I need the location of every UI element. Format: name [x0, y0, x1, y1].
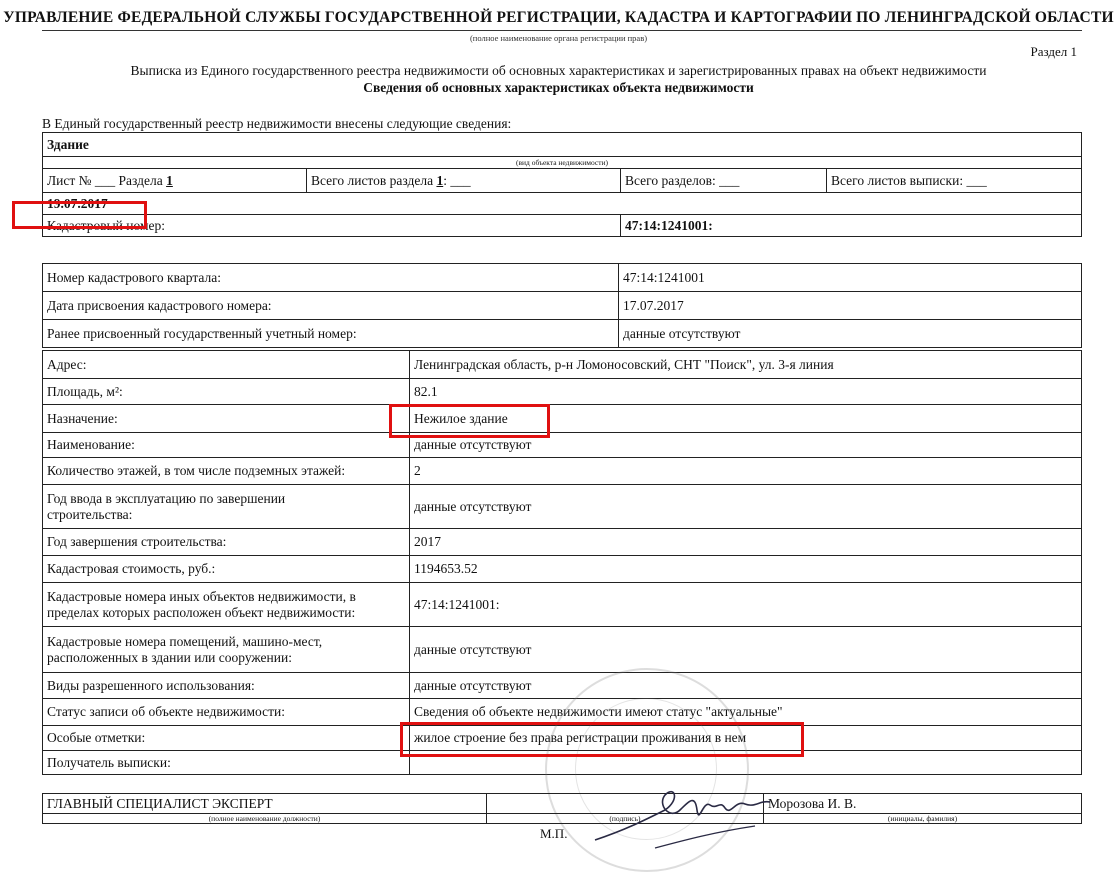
document-title: УПРАВЛЕНИЕ ФЕДЕРАЛЬНОЙ СЛУЖБЫ ГОСУДАРСТВЕННОЙ РЕГИСТРАЦИИ, КАДАСТРА И КАРТОГРАФИИ ПО ЛЕНИНГРАДСКОЙ ОБЛАСТИ — [3, 9, 1114, 26]
total-sections: Всего разделов: ___ — [621, 169, 827, 193]
total-extract-sheets: Всего листов выписки: ___ — [827, 169, 1082, 193]
cadastral-number-label: Кадастровый номер: — [43, 215, 621, 237]
area-label: Площадь, м²: — [43, 379, 410, 405]
object-type-caption: (вид объекта недвижимости) — [43, 157, 1082, 169]
built-year-value: 2017 — [410, 529, 1082, 556]
commission-year-label-line1: Год ввода в эксплуатацию по завершении — [47, 490, 286, 506]
highlight-date — [12, 201, 147, 229]
cadastral-cost-label: Кадастровая стоимость, руб.: — [43, 556, 410, 583]
org-caption: (полное наименование органа регистрации прав) — [469, 33, 648, 43]
name-caption: (инициалы, фамилия) — [764, 814, 1082, 824]
special-marks-value: жилое строение без права регистрации проживания в нем — [410, 726, 1082, 751]
special-marks-label: Особые отметки: — [43, 726, 410, 751]
purpose-label: Назначение: — [43, 405, 410, 433]
top-info-table — [42, 132, 1082, 237]
cadastral-number-value: 47:14:1241001: — [621, 215, 1082, 237]
commission-year-value: данные отсутствуют — [410, 485, 1082, 529]
other-objects-label-line1: Кадастровые номера иных объектов недвижимости, в — [47, 588, 356, 604]
handwritten-signature — [585, 770, 785, 851]
permitted-use-value: данные отсутствуют — [410, 673, 1082, 699]
intro-text: В Единый государственный реестр недвижимости внесены следующие сведения: — [42, 116, 512, 131]
extract-date: 19.07.2017 — [43, 193, 1082, 215]
quarter-number-value: 47:14:1241001 — [619, 264, 1082, 292]
address-label: Адрес: — [43, 351, 410, 379]
assign-date-label: Дата присвоения кадастрового номера: — [43, 292, 619, 320]
permitted-use-label: Виды разрешенного использования: — [43, 673, 410, 699]
premises-label-line2: расположенных в здании или сооружении: — [47, 649, 292, 665]
previous-number-label: Ранее присвоенный государственный учетный номер: — [43, 320, 619, 348]
assign-date-value: 17.07.2017 — [619, 292, 1082, 320]
seal-label: М.П. — [540, 826, 568, 841]
section-label: Раздел 1 — [1030, 44, 1077, 59]
signature-table — [42, 793, 1082, 824]
total-sheets-suffix: : ___ — [443, 172, 471, 188]
sheet-section-value: 1 — [166, 172, 173, 188]
sheet-number-cell — [43, 169, 307, 193]
other-objects-label-line2: пределах которых расположен объект недвижимости: — [47, 604, 356, 620]
title-rule — [42, 30, 1082, 31]
object-name-value: данные отсутствуют — [410, 433, 1082, 458]
position-caption: (полное наименование должности) — [43, 814, 487, 824]
signer-name: Морозова И. В. — [764, 794, 1082, 814]
commission-year-label-line2: строительства: — [47, 506, 133, 522]
premises-label — [43, 627, 410, 673]
object-name-label: Наименование: — [43, 433, 410, 458]
previous-number-value: данные отсутствуют — [619, 320, 1082, 348]
built-year-label: Год завершения строительства: — [43, 529, 410, 556]
area-value: 82.1 — [410, 379, 1082, 405]
premises-value: данные отсутствуют — [410, 627, 1082, 673]
position-title: ГЛАВНЫЙ СПЕЦИАЛИСТ ЭКСПЕРТ — [43, 794, 487, 814]
commission-year-label — [43, 485, 410, 529]
status-value: Сведения об объекте недвижимости имеют статус "актуальные" — [410, 699, 1082, 726]
document-subtitle-bold: Сведения об основных характеристиках объекта недвижимости — [363, 80, 754, 95]
recipient-label: Получатель выписки: — [43, 751, 410, 775]
document-subtitle: Выписка из Единого государственного реестра недвижимости об основных характеристиках и зарегистрированных правах на объект недвижимости — [130, 63, 987, 78]
floors-label: Количество этажей, в том числе подземных этажей: — [43, 458, 410, 485]
other-objects-value: 47:14:1241001: — [410, 583, 1082, 627]
object-type: Здание — [43, 133, 1082, 157]
quarter-table — [42, 263, 1082, 348]
signature-caption: (подпись) — [487, 814, 764, 824]
highlight-special-marks — [400, 722, 804, 757]
total-sheets-value: 1 — [436, 172, 444, 188]
highlight-purpose — [389, 404, 550, 438]
floors-value: 2 — [410, 458, 1082, 485]
purpose-value: Нежилое здание — [410, 405, 1082, 433]
other-objects-label — [43, 583, 410, 627]
total-sheets-label: Всего листов раздела — [311, 172, 434, 188]
premises-label-line1: Кадастровые номера помещений, машино-мест, — [47, 633, 323, 649]
sheet-label: Лист № ___ Раздела — [47, 172, 163, 188]
cadastral-cost-value: 1194653.52 — [410, 556, 1082, 583]
total-sheets-cell — [307, 169, 621, 193]
quarter-number-label: Номер кадастрового квартала: — [43, 264, 619, 292]
status-label: Статус записи об объекте недвижимости: — [43, 699, 410, 726]
address-value: Ленинградская область, р-н Ломоносовский, СНТ "Поиск", ул. 3-я линия — [410, 351, 1082, 379]
